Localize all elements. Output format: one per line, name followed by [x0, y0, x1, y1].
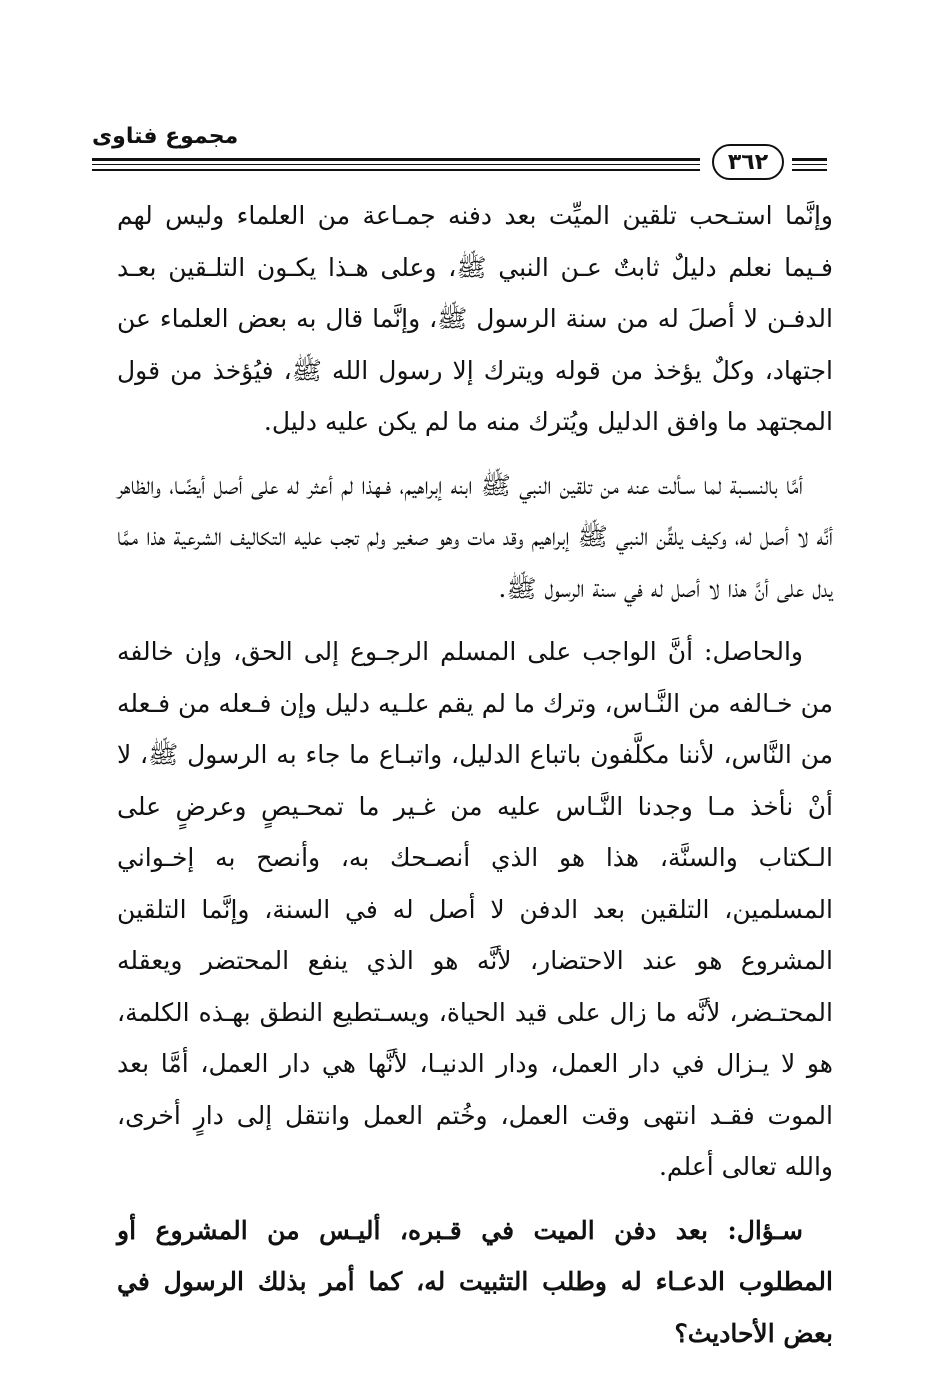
paragraph: والحاصل: أنَّ الواجب على المسلم الرجـوع إلى الحق، وإن خالفه من خـالفه من النَّـاس، وترك ما لم يقم علـيه دليل وإن فـعله من فـعله من النَّاس، لأننا مكلَّفون باتباع الدليل، واتبـاع ما جاء به الرسول ﷺ، لا أنْ نأخذ مـا وجدنا النَّـاس عليه من غـير ما تمحـيصٍ وعرضٍ على الـكتاب والسنَّة، هذا هو الذي أنصـحك به، وأنصح به إخـواني المسلمين، التلقين بعد الدفن لا أصل له في السنة، وإنَّما التلقين المشروع هو عند الاحتضار، لأنَّه هو الذي ينفع المحتضر ويعقله المحتـضر، لأنَّه ما زال على قيد الحياة، ويسـتطيع النطق بهـذه الكلمة، هو لا يـزال في دار العمل، ودار الدنيـا، لأنَّها هي دار العمل، أمَّا بعد الموت فقـد انتهى وقت العمل، وخُتم العمل وانتقل إلى دارٍ أخرى، والله تعالى أعلم. [117, 637, 833, 1181]
header-rule [92, 158, 700, 161]
page-header [92, 118, 827, 178]
header-rule [792, 164, 827, 165]
header-rule [792, 169, 827, 171]
book-title: مجموع فتاوى [92, 124, 239, 149]
header-rule [92, 169, 700, 171]
page-number: ٣٦٢ [712, 144, 784, 180]
header-rule [792, 158, 827, 161]
page-body [117, 190, 833, 1371]
paragraph: وإنَّما استـحب تلقين الميِّت بعد دفنه جمـاعة من العلماء وليس لهم فـيما نعلم دليلٌ ثابتٌ عـن النبي ﷺ، وعلى هـذا يكـون التلـقين بعـد الدفـن لا أصلَ له من سنة الرسول ﷺ، وإنَّما قال به بعض العلماء عن اجتهاد، وكلٌ يؤخذ من قوله ويترك إلا رسول الله ﷺ، فيُؤخذ من قول المجتهد ما وافق الدليل ويُترك منه ما لم يكن عليه دليل. [117, 201, 833, 436]
question-text: سـؤال: بعد دفن الميت في قـبره، أليـس من المشروع أو المطلوب الدعـاء له وطلب التثبيت له، كما أمر بذلك الرسول في بعض الأحاديث؟ [117, 1215, 833, 1348]
header-rule [92, 164, 700, 165]
paragraph: أمَّا بالنسـبة لما سـألت عنه من تلقين النبي ﷺ ابنه إبراهيم، فـهذا لم أعثر له على أصل أيضًـا، والظاهر أنَّه لا أصل له، وكيف يلقِّن النبي ﷺ إبراهيم وقد مات وهو صغير ولم تجب عليه التكاليف الشرعية هذا ممَّا يدل على أنَّ هذا لا أصل له في سنة الرسول ﷺ. [117, 470, 833, 603]
